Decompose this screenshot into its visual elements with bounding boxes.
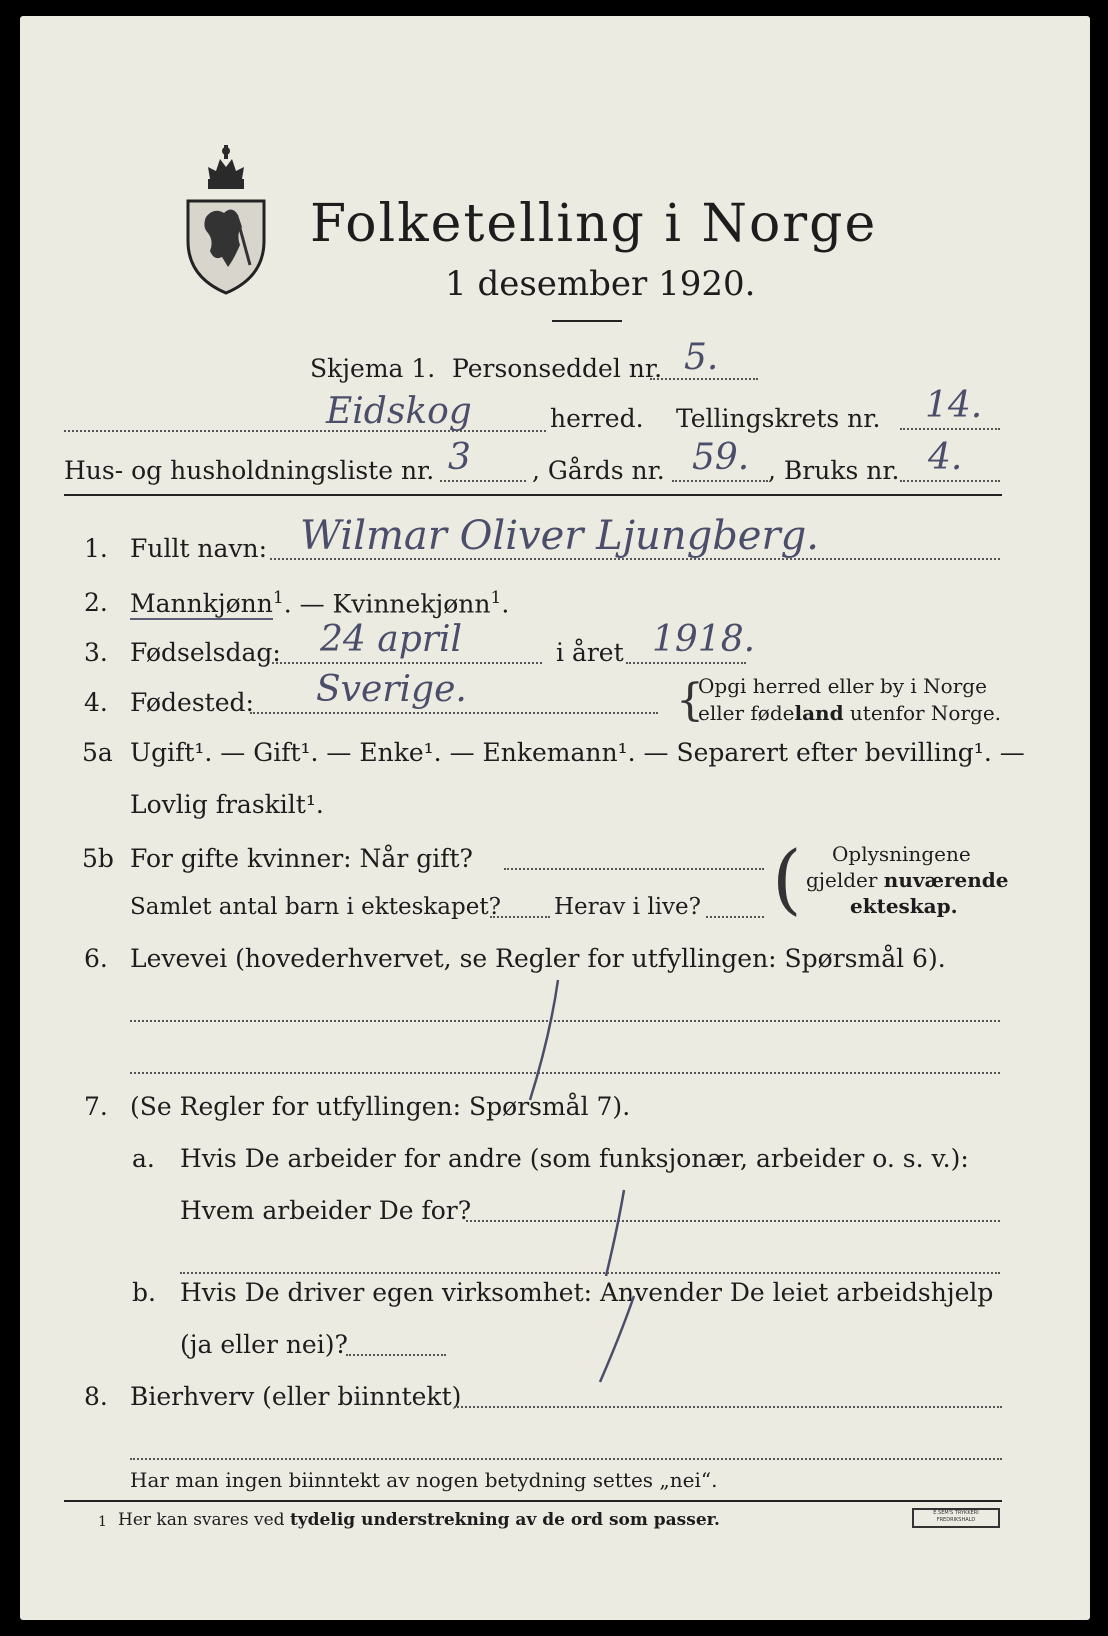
q5b-children-label: Samlet antal barn i ekteskapet? [130,894,501,920]
hus-label: Hus- og husholdningsliste nr. [64,456,435,485]
q7a-question: Hvem arbeider De for? [180,1196,472,1225]
herred-label: herred. [550,404,644,433]
q3-value: 24 april [320,619,462,660]
norwegian-coat-of-arms-icon [184,141,268,297]
q7a-line-1 [466,1220,1000,1222]
q4-note-2: eller fødeland utenfor Norge. [698,701,1002,725]
q7b-question: (ja eller nei)? [180,1330,348,1359]
q7-number: 7. [84,1092,108,1121]
gards-line [672,480,768,482]
q4-number: 4. [84,688,108,717]
bruks-value: 4. [928,437,963,478]
q6-number: 6. [84,944,108,973]
herred-line [64,430,546,432]
q3-year-value: 1918. [652,619,756,660]
personseddel-value: 5. [684,337,719,378]
footnote-text: Her kan svares ved tydelig understrekning av de ord som passer. [118,1510,720,1530]
q7b-line [346,1354,446,1356]
hus-value: 3 [448,437,471,478]
tellingskrets-label: Tellingskrets nr. [676,404,881,433]
q2-male: Mannkjønn [130,589,273,619]
q5b-alive-label: Herav i live? [554,894,701,920]
printer-stamp: E.SEM'S TRYKKERI FREDRIKSHALD [912,1508,1000,1528]
q3-year-line [626,662,746,664]
personseddel-line [650,378,758,380]
header-divider [64,494,1002,496]
q7b-label: b. [132,1278,156,1307]
page-title: Folketelling i Norge [310,194,878,254]
q5a-number: 5a [82,738,113,767]
hus-line [440,480,526,482]
gards-label: , Gårds nr. [532,456,665,485]
q4-note-1: Opgi herred eller by i Norge [698,674,987,698]
q6-text: Levevei (hovederhvervet, se Regler for utfyllingen: Spørsmål 6). [130,944,946,973]
q8-number: 8. [84,1382,108,1411]
gards-value: 59. [692,437,750,478]
q5b-note-3: ekteskap. [850,894,958,918]
bruks-label: , Bruks nr. [768,456,900,485]
q5b-note-1: Oplysningene [832,842,971,866]
q4-label: Fødested: [130,688,254,717]
q3-line [272,662,542,664]
q3-year-label: i året [556,638,624,667]
q4-value: Sverige. [316,669,467,710]
footnote-main: Har man ingen biinntekt av nogen betydning settes „nei“. [130,1468,718,1492]
q7a-label: a. [132,1144,155,1173]
tellingskrets-line [900,428,1000,430]
skjema-label: Skjema 1. [310,354,436,383]
q7b-text: Hvis De driver egen virksomhet: Anvender De leiet arbeidshjelp [180,1278,994,1307]
q6-strike-mark [520,976,570,1106]
q4-line [250,712,658,714]
census-form [20,16,1090,1620]
q7a-text: Hvis De arbeider for andre (som funksjonær, arbeider o. s. v.): [180,1144,969,1173]
q1-value: Wilmar Oliver Ljungberg. [300,513,819,559]
q7-strike-mark [580,1186,640,1386]
q5b-note-2: gjelder nuværende [806,868,1009,892]
q3-number: 3. [84,638,108,667]
footnote-marker: 1 [98,1514,107,1530]
q8-line-2 [130,1458,1002,1460]
q5b-children-line [490,916,550,918]
q5a-line-1: Ugift¹. — Gift¹. — Enke¹. — Enkemann¹. — Separert efter bevilling¹. — [130,738,1025,767]
q5b-line-1: For gifte kvinner: Når gift? [130,844,473,873]
q5b-married-line [504,868,764,870]
q5a-line-2: Lovlig fraskilt¹. [130,790,324,819]
q1-number: 1. [84,534,108,563]
q2-number: 2. [84,588,108,617]
q8-line-1 [454,1406,1002,1408]
census-date: 1 desember 1920. [445,264,756,304]
q4-brace: { [676,675,704,726]
personseddel-label: Personseddel nr. [452,354,663,383]
q8-label: Bierhverv (eller biinntekt) [130,1382,462,1411]
q1-label: Fullt navn: [130,534,268,563]
title-divider [552,320,622,322]
q2-rest: . — Kvinnekjønn [283,589,491,619]
q5b-bracket: ( [772,834,802,923]
herred-value: Eidskog [326,391,472,432]
bruks-line [900,480,1000,482]
tellingskrets-value: 14. [925,385,983,426]
q2-sup-2: 1 [490,588,502,608]
q5b-alive-line [706,916,764,918]
footer-divider [64,1500,1002,1502]
q5b-number: 5b [82,844,114,873]
q2-sup: 1 [272,588,284,608]
q3-label: Fødselsdag: [130,638,281,667]
q2-text [130,588,509,619]
q2-end: . [501,589,510,619]
q7-text: (Se Regler for utfyllingen: Spørsmål 7). [130,1092,631,1121]
